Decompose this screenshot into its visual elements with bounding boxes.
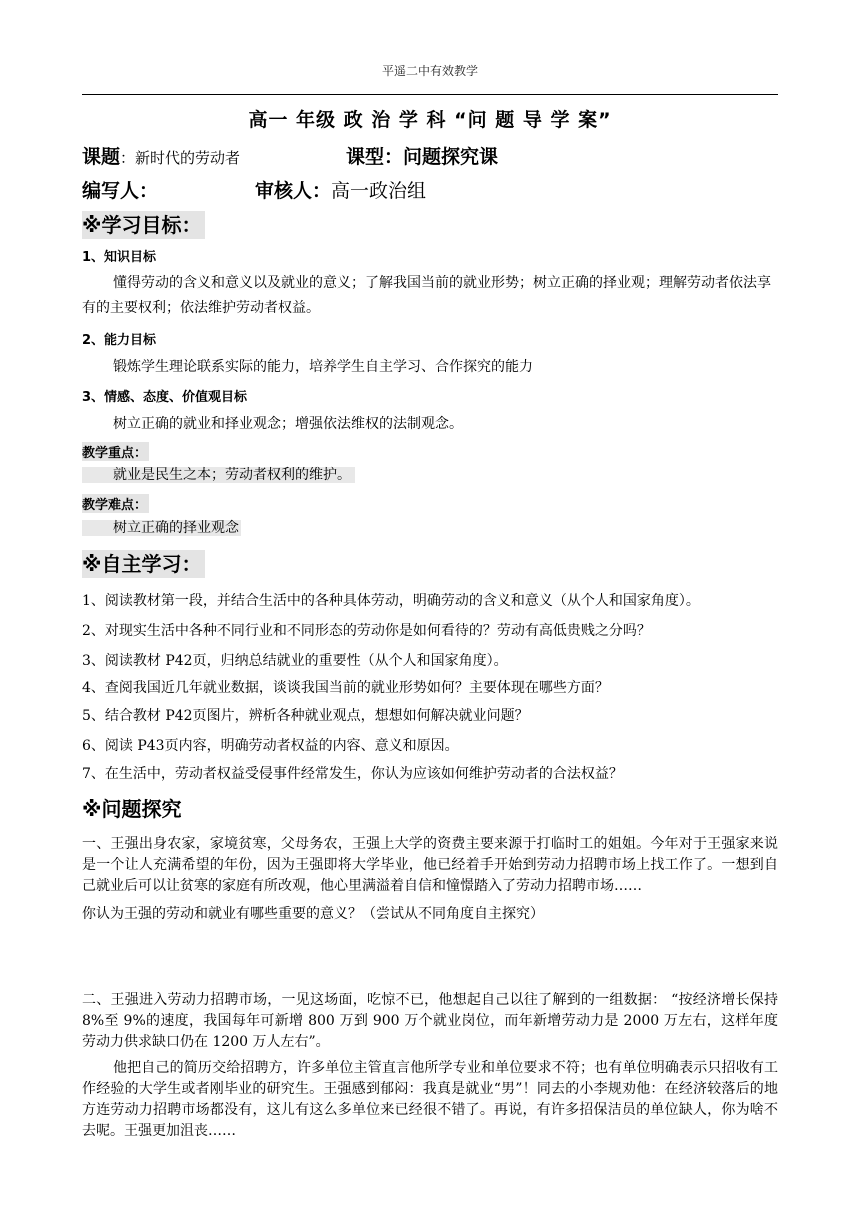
values-text: 树立正确的就业和择业观念；增强依法维权的法制观念。 (113, 416, 463, 432)
case-one-question: 你认为王强的劳动和就业有哪些重要的意义？（尝试从不同角度自主探究） (82, 906, 544, 922)
self-study-item: 2、对现实生活中各种不同行业和不同形态的劳动你是如何看待的？劳动有高低贵贱之分吗？ (82, 623, 651, 639)
key-point-text: 就业是民生之本；劳动者权利的维护。 (82, 467, 355, 483)
key-point-text-row (82, 463, 778, 488)
document-title: 高一 年级 政 治 学 科 “问 题 导 学 案” (248, 109, 612, 131)
knowledge-text: 懂得劳动的含义和意义以及就业的意义；了解我国当前的就业形势；树立正确的择业观；理解劳动者依法享有的主要权利；依法维护劳动者权益。 (82, 275, 771, 316)
knowledge-heading: 1、知识目标 (82, 250, 157, 265)
difficulty-text-row (82, 516, 778, 541)
page-header: 平遥二中有效教学 (381, 64, 478, 78)
case-two-continued: 他把自己的简历交给招聘方，许多单位主管直言他所学专业和单位要求不符；也有单位明确表示只招收有工作经验的大学生或者刚毕业的研究生。王强感到郁闷：我真是就业“男”！同去的小李规劝他：在经济较落后的地方连劳动力招聘市场都没有，这儿有这么多单位来已经很不错了。再说，有许多招保洁员的单位缺人，你为啥不去呢。王强更加沮丧…… (82, 1060, 778, 1139)
self-study-item: 3、阅读教材 P42页，归纳总结就业的重要性（从个人和国家角度）。 (82, 653, 508, 669)
topic-row (82, 142, 240, 169)
difficulty-text: 树立正确的择业观念 (82, 520, 241, 536)
type-label: 课型 (346, 146, 385, 168)
case-one-text: 一、王强出身农家，家境贫寒，父母务农，王强上大学的资费主要来源于打临时工的姐姐。今年对于王强家来说是一个让人充满希望的年份，因为王强即将大学毕业，他已经着手开始到劳动力招聘市场上找工作了。一想到自己就业后可以让贫寒的家庭有所改观，他心里满溢着自信和憧憬踏入了劳动力招聘市场…… (82, 836, 778, 894)
self-study-item: 5、结合教材 P42页图片，辨析各种就业观点，想想如何解决就业问题？ (82, 708, 529, 724)
header-rule (82, 94, 778, 95)
case-two-text: 二、王强进入劳动力招聘市场，一见这场面，吃惊不已，他想起自己以往了解到的一组数据： “按经济增长保持 8%至 9%的速度，我国每年可新增 800 万到 900 万个就业岗位，而年新增劳动力是 2000 万左右，这样年度劳动力供求缺口仍在 1200 万人左右”。 (82, 992, 778, 1050)
self-study-item: 6、阅读 P43页内容，明确劳动者权益的内容、意义和原因。 (82, 738, 459, 754)
inquiry-heading: ※问题探究 (82, 797, 182, 821)
author-row (82, 176, 158, 203)
topic-label: 课题 (82, 146, 121, 168)
objectives-heading: ※学习目标： (82, 211, 205, 239)
self-study-item: 4、查阅我国近几年就业数据，谈谈我国当前的就业形势如何？主要体现在哪些方面？ (82, 680, 609, 696)
ability-heading: 2、能力目标 (82, 333, 157, 348)
reviewer-value: 高一政治组 (331, 180, 427, 202)
self-study-item: 1、阅读教材第一段，并结合生活中的各种具体劳动，明确劳动的含义和意义（从个人和国家角度）。 (82, 593, 700, 609)
author-label: 编写人： (82, 180, 159, 202)
reviewer-row (255, 176, 426, 203)
self-study-heading: ※自主学习： (82, 550, 205, 578)
values-heading: 3、情感、态度、价值观目标 (82, 390, 248, 405)
topic-value: ：新时代的劳动者 (120, 149, 241, 167)
reviewer-label: 审核人： (255, 180, 332, 202)
type-value: ：问题探究课 (384, 146, 499, 168)
difficulty-heading: 教学难点： (82, 494, 149, 513)
key-point-heading: 教学重点： (82, 442, 149, 461)
type-row (346, 142, 498, 169)
ability-text: 锻炼学生理论联系实际的能力，培养学生自主学习、合作探究的能力 (113, 359, 533, 375)
self-study-item: 7、在生活中，劳动者权益受侵事件经常发生，你认为应该如何维护劳动者的合法权益？ (82, 766, 623, 782)
